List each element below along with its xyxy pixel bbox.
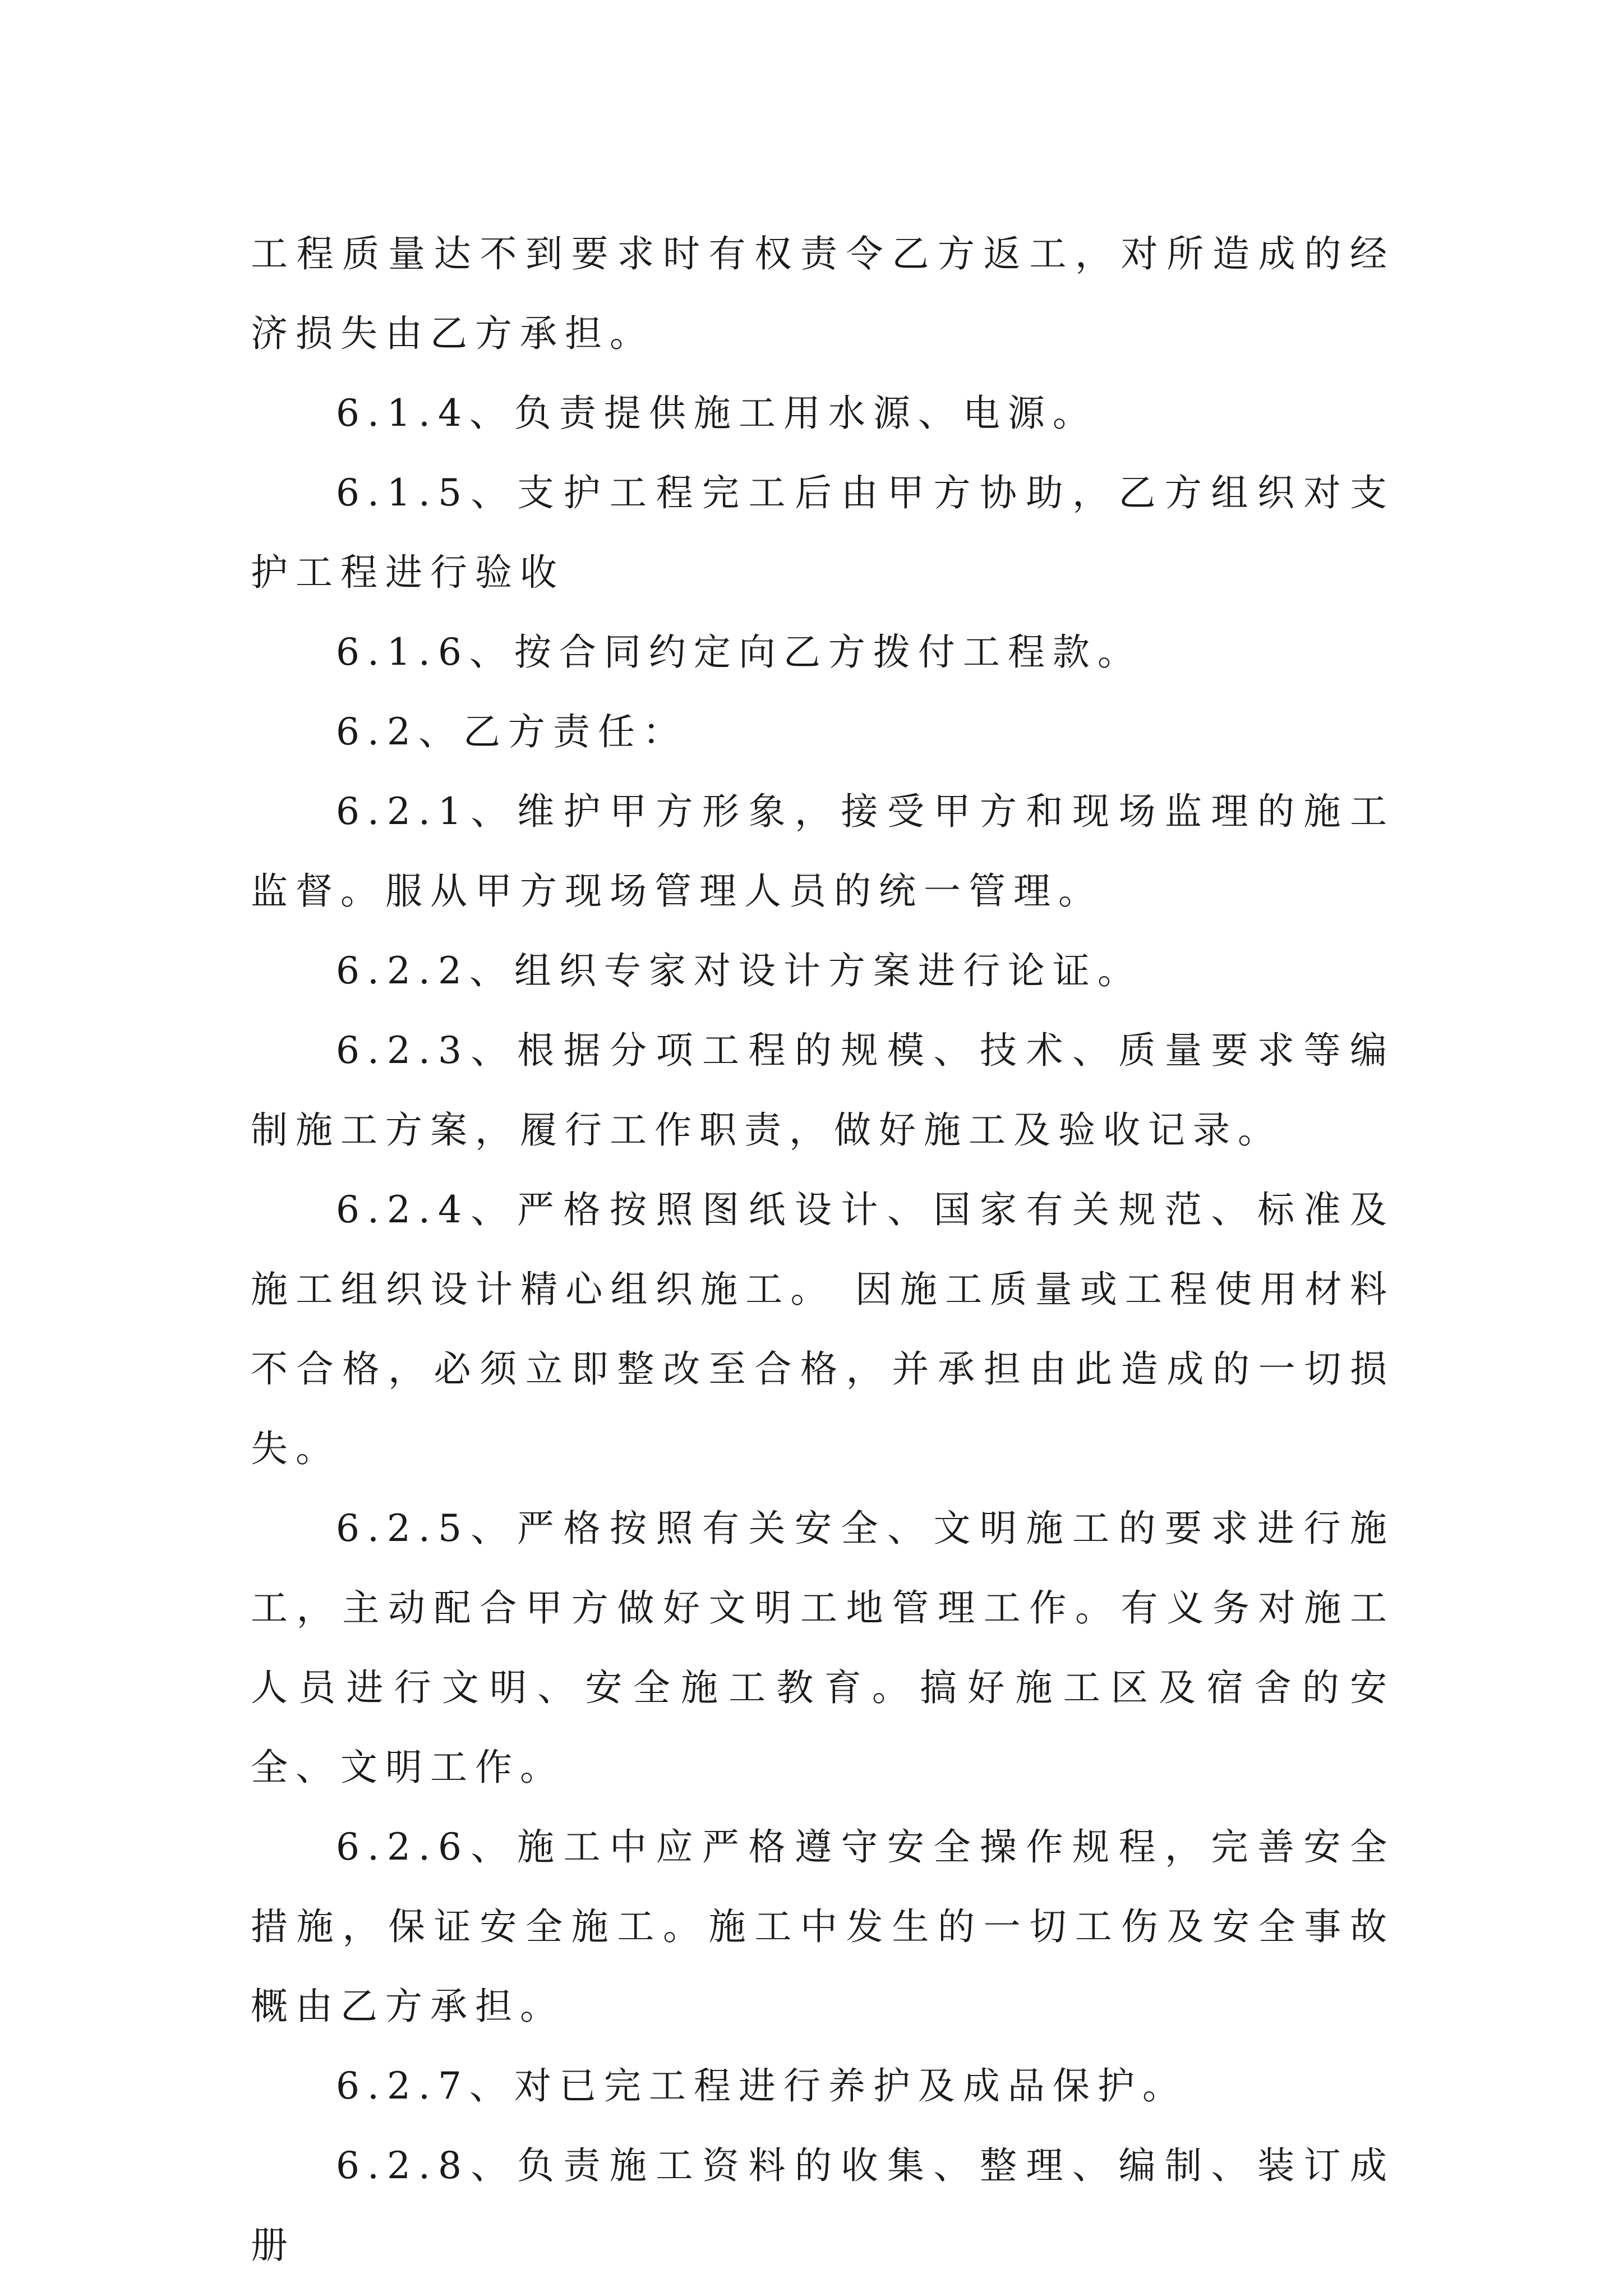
document-body <box>251 214 1395 2285</box>
section-6-2-heading: 6.2、乙方责任： <box>336 710 688 753</box>
clause-6-1-4: 6.1.4、负责提供施工用水源、电源。 <box>336 392 1098 435</box>
clause-6-2-4: 6.2.4、严格按照图纸设计、国家有关规范、标准及施工组织设计精心组织施工。 因施工质量或工程使用材料不合格，必须立即整改至合格，并承担由此造成的一切损失。 <box>251 1188 1395 1470</box>
clause-6-2-2: 6.2.2、组织专家对设计方案进行论证。 <box>336 949 1142 992</box>
clause-6-2-8: 6.2.8、负责施工资料的收集、整理、编制、装订成册 <box>251 2144 1395 2267</box>
clause-6-2-6: 6.2.6、施工中应严格遵守安全操作规程，完善安全措施，保证安全施工。施工中发生的一切工伤及安全事故概由乙方承担。 <box>251 1825 1395 2028</box>
clause-6-2-1: 6.2.1、维护甲方形象，接受甲方和现场监理的施工监督。服从甲方现场管理人员的统一管理。 <box>251 790 1395 913</box>
clause-6-1-6: 6.1.6、按合同约定向乙方拨付工程款。 <box>336 631 1142 674</box>
clause-6-2-3: 6.2.3、根据分项工程的规模、技术、质量要求等编制施工方案，履行工作职责，做好施工及验收记录。 <box>251 1029 1395 1152</box>
paragraph-continuation: 工程质量达不到要求时有权责令乙方返工，对所造成的经济损失由乙方承担。 <box>251 232 1395 355</box>
clause-6-2-5: 6.2.5、严格按照有关安全、文明施工的要求进行施工，主动配合甲方做好文明工地管理工作。有义务对施工人员进行文明、安全施工教育。搞好施工区及宿舍的安全、文明工作。 <box>251 1507 1395 1789</box>
clause-6-1-5: 6.1.5、支护工程完工后由甲方协助，乙方组织对支护工程进行验收 <box>251 471 1395 594</box>
clause-6-2-7: 6.2.7、对已完工程进行养护及成品保护。 <box>336 2064 1187 2108</box>
